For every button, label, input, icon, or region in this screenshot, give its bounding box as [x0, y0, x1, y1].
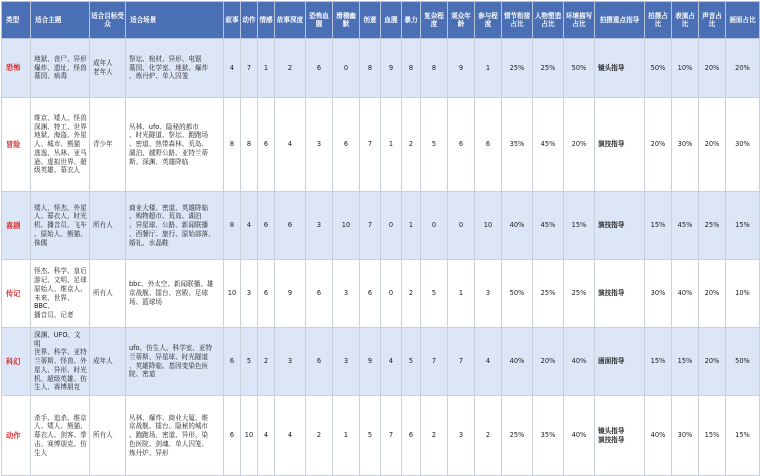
percent-cell: 50% — [645, 39, 672, 98]
score-cell: 5 — [402, 328, 421, 396]
score-cell: 0 — [381, 260, 402, 328]
percent-cell: 45% — [533, 192, 564, 260]
column-header: 类型 — [2, 2, 31, 39]
score-cell: 9 — [360, 328, 381, 396]
percent-cell: 25% — [564, 260, 595, 328]
genre-type: 恐怖 — [2, 39, 31, 98]
percent-cell: 25% — [699, 192, 726, 260]
score-cell: 5 — [421, 260, 448, 328]
score-cell: 3 — [306, 192, 333, 260]
column-header: 拍摄重点指导 — [595, 2, 645, 39]
score-cell: 9 — [381, 39, 402, 98]
percent-cell: 20% — [699, 260, 726, 328]
scene-cell: ufo、仿生人、科学室、亚特 兰蒂斯、异星球、时光隧道 、英雄降临、基因变染色医 院、密道 — [126, 328, 224, 396]
percent-cell: 15% — [726, 396, 760, 476]
table-row — [2, 192, 760, 260]
score-cell: 8 — [224, 192, 241, 260]
score-cell: 6 — [306, 260, 333, 328]
score-cell: 7 — [241, 39, 258, 98]
score-cell: 5 — [241, 328, 258, 396]
column-header: 人物塑造占比 — [533, 2, 564, 39]
audience-cell: 所有人 — [90, 260, 126, 328]
score-cell: 6 — [306, 39, 333, 98]
scene-cell: 丛林、爆炸、商业大厦、维 京战舰、擂台、隐秘的城市 、跑跑场、密道、异形、染 色医院、剑魂、单人囚笼、 炼丹炉、异形 — [126, 396, 224, 476]
percent-cell: 25% — [502, 396, 533, 476]
column-header: 适合目标受众 — [90, 2, 126, 39]
column-header: 拍摄占比 — [645, 2, 672, 39]
column-header: 情感 — [258, 2, 275, 39]
theme-cell: 怪杰、科学、皇后 游记、文明、足球 原始人、维京人、 未来、世界、BBC、 播音员、记者 — [31, 260, 90, 328]
score-cell: 6 — [224, 396, 241, 476]
score-cell: 8 — [360, 39, 381, 98]
score-cell: 4 — [475, 328, 502, 396]
percent-cell: 40% — [672, 260, 699, 328]
genre-type: 喜剧 — [2, 192, 31, 260]
percent-cell: 10% — [672, 39, 699, 98]
column-header: 动作 — [241, 2, 258, 39]
score-cell: 1 — [475, 39, 502, 98]
genre-type: 冒险 — [2, 98, 31, 192]
score-cell: 3 — [306, 98, 333, 192]
score-cell: 10 — [475, 192, 502, 260]
genre-type: 科幻 — [2, 328, 31, 396]
scene-cell: 祭坛、棺材、异形、电锯 墓园、化学室、地狱、爆炸 、炼丹炉、单人囚笼 — [126, 39, 224, 98]
scene-cell: 丛林、ufo、隐秘的都市 、时光隧道、祭坛、跑跑场 、密道、热带森林、荒岛、 湖泊、越野公路、亚特兰蒂 斯、深渊、英雄降临 — [126, 98, 224, 192]
shooting-guide-cell: 镜头指导 演技指导 — [595, 396, 645, 476]
score-cell: 0 — [448, 192, 475, 260]
score-cell: 2 — [421, 396, 448, 476]
table-row — [2, 396, 760, 476]
score-cell: 1 — [381, 98, 402, 192]
score-cell: 2 — [402, 98, 421, 192]
percent-cell: 20% — [699, 39, 726, 98]
score-cell: 4 — [275, 396, 306, 476]
score-cell: 1 — [448, 260, 475, 328]
percent-cell: 15% — [699, 396, 726, 476]
column-header: 暴力 — [402, 2, 421, 39]
score-cell: 6 — [306, 328, 333, 396]
theme-cell: 维京、矮人、怪兽 深渊、特工、世界 地狱、海盗、外星 人、城市、熊猫 逃逸、丛林、亚马 逊、虚拟世界、超 级英雄、幕衣人 — [31, 98, 90, 192]
column-header: 声音占比 — [699, 2, 726, 39]
table-row — [2, 98, 760, 192]
percent-cell: 20% — [645, 98, 672, 192]
percent-cell: 25% — [502, 39, 533, 98]
scene-cell: 商业大楼、密道、英雄降临 、购物超市、荒岛、湖泊 、异星球、公路、新闻联播 、西餐厅、旅行、原始部落、 婚礼、水晶鞋 — [126, 192, 224, 260]
score-cell: 4 — [258, 396, 275, 476]
score-cell: 7 — [448, 328, 475, 396]
score-cell: 9 — [448, 39, 475, 98]
score-cell: 8 — [224, 98, 241, 192]
theme-cell: 杀手、追杀、维京 人、矮人、熊猫、 幕衣人、剑客、拳 击、赛博朋克、仿 生人 — [31, 396, 90, 476]
score-cell: 6 — [448, 98, 475, 192]
table-row — [2, 328, 760, 396]
score-cell: 7 — [360, 98, 381, 192]
score-cell: 4 — [381, 328, 402, 396]
percent-cell: 30% — [672, 98, 699, 192]
score-cell: 6 — [402, 396, 421, 476]
shooting-guide-cell: 镜头指导 — [595, 39, 645, 98]
audience-cell: 所有人 — [90, 192, 126, 260]
percent-cell: 15% — [645, 328, 672, 396]
percent-cell: 10% — [726, 260, 760, 328]
percent-cell: 25% — [533, 260, 564, 328]
genre-type: 传记 — [2, 260, 31, 328]
score-cell: 0 — [421, 192, 448, 260]
score-cell: 10 — [241, 396, 258, 476]
score-cell: 6 — [224, 328, 241, 396]
audience-cell: 成年人 — [90, 328, 126, 396]
score-cell: 3 — [448, 396, 475, 476]
score-cell: 2 — [402, 260, 421, 328]
table-row — [2, 260, 760, 328]
score-cell: 1 — [258, 39, 275, 98]
shooting-guide-cell: 演技指导 — [595, 98, 645, 192]
percent-cell: 40% — [564, 328, 595, 396]
percent-cell: 15% — [645, 192, 672, 260]
percent-cell: 45% — [533, 98, 564, 192]
column-header: 参与程度 — [475, 2, 502, 39]
percent-cell: 40% — [564, 396, 595, 476]
genre-type: 动作 — [2, 396, 31, 476]
score-cell: 6 — [258, 98, 275, 192]
percent-cell: 30% — [726, 98, 760, 192]
column-header: 创意 — [360, 2, 381, 39]
scene-cell: bbc、外太空、新闻联播、雄 京战舰、擂台、宫殿、足球 场、篮球场 — [126, 260, 224, 328]
column-header: 情节衔接占比 — [502, 2, 533, 39]
percent-cell: 25% — [533, 39, 564, 98]
score-cell: 0 — [333, 39, 360, 98]
audience-cell: 成年人 老年人 — [90, 39, 126, 98]
genre-guide-table — [1, 1, 760, 476]
table-row — [2, 39, 760, 98]
score-cell: 1 — [402, 192, 421, 260]
score-cell: 7 — [381, 396, 402, 476]
column-header: 适合场景 — [126, 2, 224, 39]
percent-cell: 50% — [726, 328, 760, 396]
score-cell: 8 — [241, 98, 258, 192]
column-header: 恐怖血腥 — [306, 2, 333, 39]
audience-cell: 所有人 — [90, 396, 126, 476]
score-cell: 3 — [275, 328, 306, 396]
score-cell: 6 — [258, 260, 275, 328]
percent-cell: 40% — [502, 192, 533, 260]
header-row — [2, 2, 760, 39]
column-header: 滑稽幽默 — [333, 2, 360, 39]
percent-cell: 40% — [502, 328, 533, 396]
score-cell: 8 — [421, 39, 448, 98]
score-cell: 8 — [402, 39, 421, 98]
score-cell: 10 — [224, 260, 241, 328]
percent-cell: 20% — [533, 328, 564, 396]
score-cell: 4 — [275, 98, 306, 192]
percent-cell: 45% — [672, 192, 699, 260]
table-body — [2, 39, 760, 476]
score-cell: 6 — [275, 192, 306, 260]
percent-cell: 30% — [672, 396, 699, 476]
column-header: 故事深度 — [275, 2, 306, 39]
column-header: 叙事 — [224, 2, 241, 39]
percent-cell: 20% — [699, 328, 726, 396]
score-cell: 10 — [333, 192, 360, 260]
column-header: 观众年龄 — [448, 2, 475, 39]
theme-cell: 地狱、丧尸、异形 爆炸、遗址、怪兽 墓园、病毒 — [31, 39, 90, 98]
column-header: 血腥 — [381, 2, 402, 39]
score-cell: 7 — [360, 192, 381, 260]
score-cell: 6 — [475, 98, 502, 192]
percent-cell: 35% — [502, 98, 533, 192]
score-cell: 6 — [333, 98, 360, 192]
score-cell: 6 — [360, 260, 381, 328]
score-cell: 2 — [275, 39, 306, 98]
column-header: 适合主题 — [31, 2, 90, 39]
score-cell: 7 — [421, 328, 448, 396]
percent-cell: 30% — [645, 260, 672, 328]
score-cell: 3 — [475, 260, 502, 328]
column-header: 画面占比 — [726, 2, 760, 39]
score-cell: 0 — [381, 192, 402, 260]
score-cell: 6 — [258, 192, 275, 260]
percent-cell: 15% — [564, 192, 595, 260]
score-cell: 2 — [475, 396, 502, 476]
column-header: 复杂程度 — [421, 2, 448, 39]
score-cell: 4 — [241, 192, 258, 260]
theme-cell: 矮人、怪杰、外星 人、幕衣人、时光 机、播音员、飞车 、原始人、熊猫、 侏儒 — [31, 192, 90, 260]
score-cell: 9 — [275, 260, 306, 328]
score-cell: 3 — [333, 260, 360, 328]
percent-cell: 20% — [699, 98, 726, 192]
shooting-guide-cell: 画面指导 — [595, 328, 645, 396]
score-cell: 2 — [306, 396, 333, 476]
score-cell: 3 — [333, 328, 360, 396]
percent-cell: 50% — [502, 260, 533, 328]
score-cell: 5 — [421, 98, 448, 192]
theme-cell: 深渊、UFO、文明 世界、科学、亚特 兰蒂斯、怪兽、外 星人、异形、时光 机、超级英雄、仿 生人、赛博朋克 — [31, 328, 90, 396]
shooting-guide-cell: 演技指导 — [595, 192, 645, 260]
score-cell: 4 — [224, 39, 241, 98]
audience-cell: 青少年 — [90, 98, 126, 192]
percent-cell: 15% — [726, 192, 760, 260]
score-cell: 3 — [241, 260, 258, 328]
percent-cell: 15% — [672, 328, 699, 396]
percent-cell: 40% — [645, 396, 672, 476]
percent-cell: 20% — [726, 39, 760, 98]
percent-cell: 35% — [533, 396, 564, 476]
percent-cell: 50% — [564, 39, 595, 98]
score-cell: 1 — [333, 396, 360, 476]
percent-cell: 20% — [564, 98, 595, 192]
column-header: 环境描写占比 — [564, 2, 595, 39]
shooting-guide-cell: 演技指导 — [595, 260, 645, 328]
score-cell: 5 — [360, 396, 381, 476]
score-cell: 2 — [258, 328, 275, 396]
column-header: 表演占比 — [672, 2, 699, 39]
